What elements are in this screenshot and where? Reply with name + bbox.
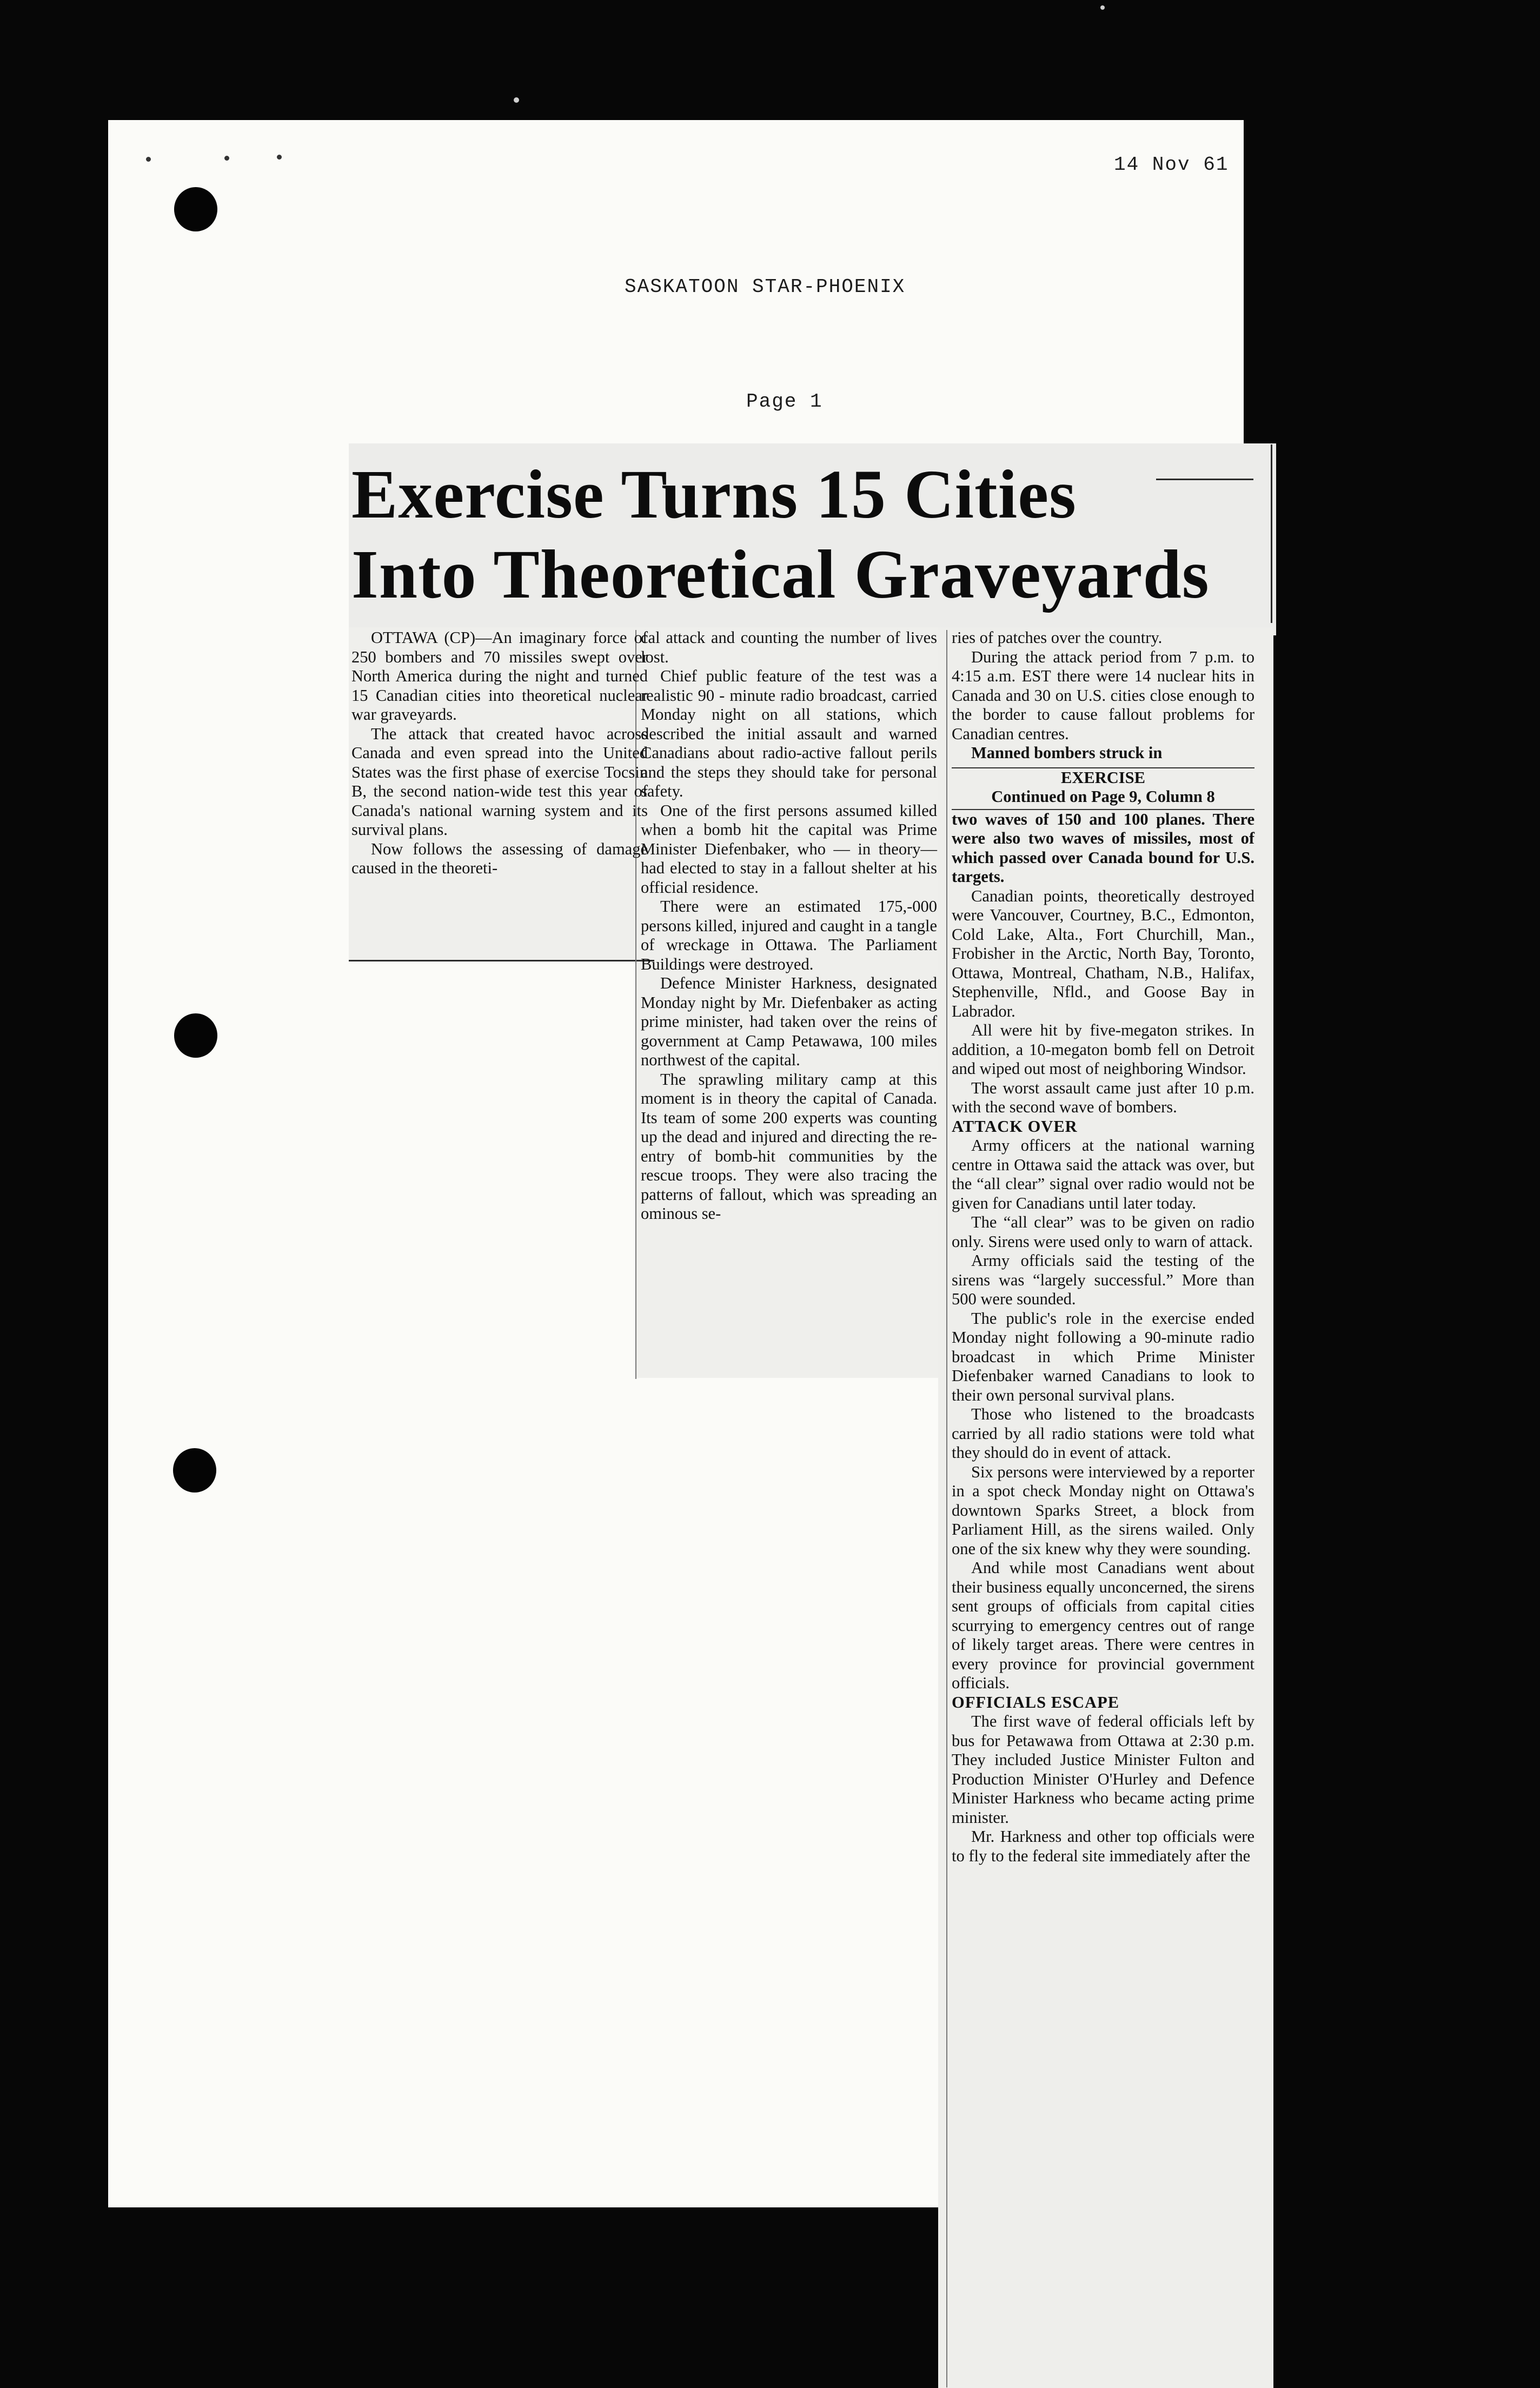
paragraph: Army officials said the testing of the sirens was “largely successful.” More than 500 were sounded.: [952, 1251, 1254, 1308]
paragraph: One of the first persons assumed killed when a bomb hit the capital was Prime Minister Diefenbaker, who — in theory—had elected to stay in a fallout shelter at his official residence.: [641, 801, 937, 897]
paragraph: The public's role in the exercise ended Monday night following a 90-minute radio broadcast in which Prime Minister Diefenbaker warned Canadians to look to their own personal survival plans.: [952, 1309, 1254, 1404]
paragraph: two waves of 150 and 100 planes. There were also two waves of missiles, most of which passed over Canada bound for U.S. targets.: [952, 810, 1254, 886]
paragraph: There were an estimated 175,-000 persons killed, injured and caught in a tangle of wreckage in Ottawa. The Parliament Buildings were destroyed.: [641, 897, 937, 973]
date-stamp: 14 Nov 61: [1114, 154, 1229, 176]
paragraph: The worst assault came just after 10 p.m. with the second wave of bombers.: [952, 1078, 1254, 1116]
paragraph: The attack that created havoc across Canada and even spread into the United States was the first phase of exercise Tocsin B, the second nation-wide test this year of Canada's national warning system and its survival plans.: [351, 724, 648, 839]
punch-speck: [277, 155, 282, 160]
paragraph: And while most Canadians went about their business equally unconcerned, the sirens sent groups of officials from capital cities scurrying to emergency centres out of range of likely target areas. There were centres in every province for provincial government officials.: [952, 1558, 1254, 1692]
jump-line: Continued on Page 9, Column 8: [952, 787, 1254, 810]
paragraph: ries of patches over the country.: [952, 628, 1163, 647]
punch-hole-middle: [174, 1013, 217, 1058]
headline-line-2: Into Theoretical Graveyards: [351, 536, 1210, 613]
paragraph: Army officers at the national warning centre in Ottawa said the attack was over, but the “all clear” signal over radio would not be given for Canadians until later today.: [952, 1136, 1254, 1212]
punch-speck: [224, 156, 229, 161]
paragraph: The sprawling military camp at this moment is in theory the capital of Canada. Its team of some 200 experts was counting up the dead and injured and directing the re-entry of bomb-hit communities by the rescue troops. They were also tracing the patterns of fallout, which was spreading an ominous se-: [641, 1070, 937, 1223]
paragraph: All were hit by five-megaton strikes. In addition, a 10-megaton bomb fell on Detroit and wiped out most of neighboring Windsor.: [952, 1021, 1254, 1078]
paragraph: The “all clear” was to be given on radio only. Sirens were used only to warn of attack.: [952, 1213, 1254, 1251]
article-column-2: [641, 628, 937, 1224]
clip-edge: [1271, 445, 1272, 623]
paragraph: Those who listened to the broadcasts carried by all radio stations were told what they should do in event of attack.: [952, 1405, 1254, 1462]
article-column-1: [351, 628, 648, 878]
paragraph: Chief public feature of the test was a realistic 90 - minute radio broadcast, carried Monday night on all stations, which described the initial assault and warned Canadians about radio-active fallout perils and the steps they should take for personal safety.: [641, 667, 937, 800]
column-rule: [946, 630, 947, 2387]
article-column-3: [952, 628, 1254, 1866]
jump-title: EXERCISE: [952, 767, 1254, 788]
paragraph: Six persons were interviewed by a reporter in a spot check Monday night on Ottawa's downtown Sparks Street, a block from Parliament Hill, as the sirens wailed. Only one of the six knew why they were sounding.: [952, 1462, 1254, 1558]
subheading-attack-over: ATTACK OVER: [952, 1117, 1078, 1136]
paragraph: Canadian points, theoretically destroyed were Vancouver, Courtney, B.C., Edmonton, Cold Lake, Alta., Fort Churchill, Man., Frobisher in the Arctic, North Bay, Toronto, Ottawa, Montreal, Chatham, N.B., Halifax, Stephenville, Nfld., and Goose Bay in Labrador.: [952, 886, 1254, 1020]
punch-hole-top: [174, 187, 217, 231]
paragraph: Now follows the assessing of damage caused in the theoreti-: [351, 839, 648, 877]
paragraph: OTTAWA (CP)—An imaginary force of 250 bombers and 70 missiles swept over North America during the night and turned 15 Canadian cities into theoretical nuclear war graveyards.: [351, 628, 648, 724]
paragraph: Manned bombers struck in: [971, 744, 1163, 762]
paragraph: The first wave of federal officials left by bus for Petawawa from Ottawa at 2:30 p.m. They included Justice Minister Fulton and Production Minister O'Hurley and Defence Minister Harkness who became acting prime minister.: [952, 1712, 1254, 1827]
subheading-officials-escape: OFFICIALS ESCAPE: [952, 1693, 1120, 1712]
paragraph: Mr. Harkness and other top officials were to fly to the federal site immediately after the: [952, 1827, 1254, 1865]
page-label: Page 1: [746, 390, 823, 413]
punch-speck: [146, 157, 151, 162]
publication-name: SASKATOON STAR-PHOENIX: [625, 276, 906, 298]
article-headline: [351, 454, 1271, 614]
paragraph: cal attack and counting the number of lives lost.: [641, 628, 937, 666]
clip-edge: [349, 960, 654, 961]
scan-speck: [1100, 5, 1105, 10]
punch-hole-bottom: [173, 1448, 216, 1492]
paragraph: Defence Minister Harkness, designated Monday night by Mr. Diefenbaker as acting prime minister, had taken over the reins of government at Camp Petawawa, 100 miles northwest of the capital.: [641, 974, 937, 1069]
scan-speck: [514, 97, 519, 103]
headline-line-1: Exercise Turns 15 Cities: [351, 456, 1077, 533]
paragraph: During the attack period from 7 p.m. to 4:15 a.m. EST there were 14 nuclear hits in Canada and 30 on U.S. cities close enough to the border to cause fallout problems for Canadian centres.: [952, 647, 1254, 743]
